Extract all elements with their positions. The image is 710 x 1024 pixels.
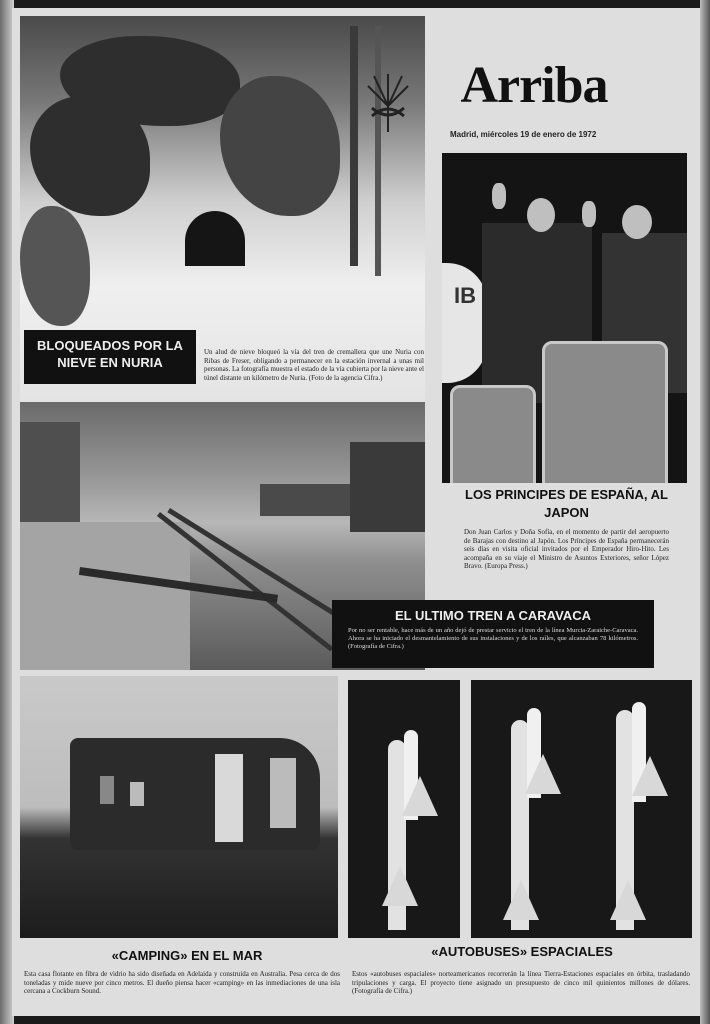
space-shuttle-photo-2 bbox=[471, 680, 583, 938]
autobuses-caption: Estos «autobuses espaciales» norteamericanos recorrerán la línea Tierra-Estaciones espaciales en órbita, trasladando tripulaciones y carga. El proyecto tiene asignado un presupuesto de cinco mil quinientos millones de dólares. (Fotografía de Cifra.) bbox=[352, 970, 690, 995]
princes-photo bbox=[442, 153, 687, 483]
tren-caption: Por no ser rentable, hace más de un año dejó de prestar servicio el tren de la línea Murcia-Zaraiche-Caravaca. Ahora se ha iniciado el desmantelamiento de sus instalaciones y de los raíles, que alcanzaban 78 kilómetros. (Fotografía de Cifra.) bbox=[348, 627, 638, 650]
tunnel bbox=[185, 211, 245, 266]
autobuses-headline: «AUTOBUSES» ESPACIALES bbox=[431, 944, 613, 959]
masthead-title: Arriba bbox=[460, 57, 608, 114]
plane-lettering: IB bbox=[454, 283, 476, 308]
dateline: Madrid, miércoles 19 de enero de 1972 bbox=[450, 130, 597, 139]
airplane bbox=[442, 263, 487, 383]
page-edge bbox=[700, 0, 710, 1024]
yoke-and-arrows-emblem bbox=[364, 66, 412, 138]
nuria-headline: BLOQUEADOS POR LA NIEVE EN NURIA bbox=[24, 330, 196, 384]
nuria-caption: Un alud de nieve bloqueó la vía del tren de cremallera que une Nuria con Ribas de Freser, obligando a permanecer en la estación invernal a unas mil personas. La fotografía muestra el estado de la vía cubierta por la nieve ante el túnel distante un kilómetro de Nuria. (Foto de la agencia Cifra.) bbox=[204, 348, 424, 382]
newspaper-page bbox=[12, 8, 700, 1016]
tren-caption-box bbox=[332, 600, 654, 668]
space-shuttle-photo-3 bbox=[580, 680, 692, 938]
camping-caption: Esta casa flotante en fibra de vidrio ha sido diseñada en Adelaida y construida en Australia. Pesa cerca de dos toneladas y mide nueve por cinco metros. El dueño piensa hacer «camping» en las inmediaciones de una isla cercana a Cockburn Sound. bbox=[24, 970, 340, 995]
space-shuttle-photo-1 bbox=[348, 680, 460, 938]
camping-headline: «CAMPING» EN EL MAR bbox=[111, 948, 263, 963]
princes-headline: LOS PRINCIPES DE ESPAÑA, AL JAPON bbox=[465, 487, 668, 520]
floating-house-photo bbox=[20, 676, 338, 938]
tren-headline: EL ULTIMO TREN A CARAVACA bbox=[395, 608, 591, 623]
princes-caption: Don Juan Carlos y Doña Sofía, en el momento de partir del aeropuerto de Barajas con destino al Japón. Los Príncipes de España permanecerán seis días en visita oficial invitados por el Emperador Hiro-Hito. Les acompaña en su viaje el Ministro de Asuntos Exteriores, señor López Bravo. (Europa Press.) bbox=[464, 528, 669, 570]
